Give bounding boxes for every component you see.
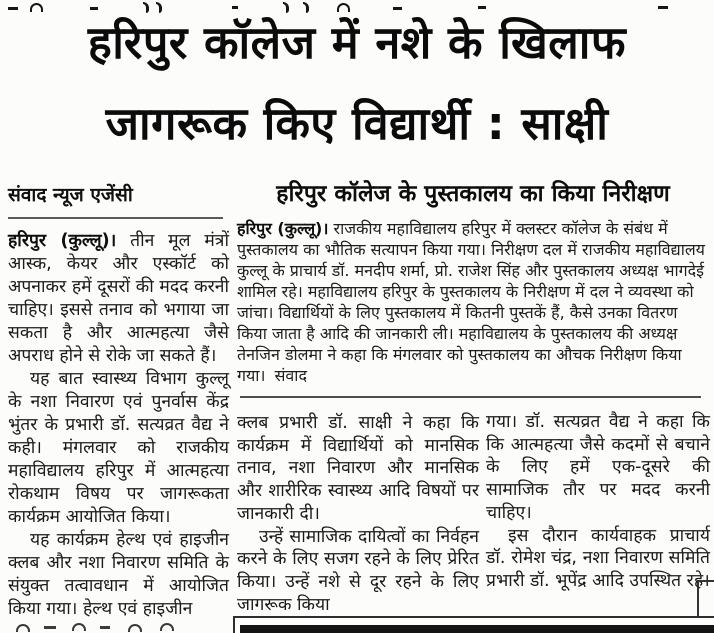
continuation-column-right	[486, 411, 710, 593]
main-headline-line1: हरिपुर कॉलेज में नशे के खिलाफ	[87, 16, 627, 69]
main-headline	[4, 2, 710, 164]
continuation-paragraph: इस दौरान कार्यवाहक प्राचार्य डॉ. रोमेश चंद्र, नशा निवारण समिति प्रभारी डॉ. भूपेंद्र आदि उपस्थित रहे।	[486, 525, 710, 591]
left-story-column	[8, 181, 229, 621]
dateline: हरिपुर (कुल्लू)।	[8, 231, 117, 251]
left-story-paragraph: यह बात स्वास्थ्य विभाग कुल्लू के नशा निवारण एवं पुनर्वास केंद्र भुंतर के प्रभारी डॉ. सत्यव्रत वैद्य ने कही। मंगलवार को राजकीय महाविद्यालय हरिपुर में आत्महत्या रोकथाम विषय पर जागरूकता कार्यक्रम आयोजित किया।	[8, 369, 229, 527]
cut-off-glyph-fragment	[128, 624, 142, 632]
continuation-column-middle	[237, 412, 479, 616]
cut-off-glyph-fragment	[16, 624, 30, 632]
continuation-paragraph: गया। डॉ. सत्यव्रत वैद्य ने कहा कि कि आत्महत्या जैसे कदमों से बचाने के लिए हमें एक-दूसरे की सामाजिक तौर पर मदद करनी चाहिए।	[486, 412, 710, 523]
left-story-text: तीन मूल मंत्रों आस्क, केयर और एस्कॉर्ट को अपनाकर हमें दूसरों की मदद करनी चाहिए। इससे तनाव को भगाया जा सकता है और आत्महत्या जैसे अपराध होने से रोके जा सकते हैं।	[8, 231, 229, 366]
agency-credit: संवाद	[274, 366, 307, 385]
left-story-paragraph	[8, 230, 229, 368]
library-story-text: राजकीय महाविद्यालय हरिपुर में क्लस्टर कॉलेज के संबंध में पुस्तकालय का भौतिक सत्यापन किया गया। निरीक्षण दल में राजकीय महाविद्यालय कुल्लू के प्राचार्य डॉ. मनदीप शर्मा, प्रो. राजेश सिंह और पुस्तकालय अध्यक्ष भागदेई शामिल रहे। महाविद्यालय हरिपुर के पुस्तकालय के निरीक्षण में दल ने व्यवस्था को जांचा। विद्यार्थियों के लिए पुस्तकालय में कितनी पुस्तकें हैं, कैसे उनका वितरण किया जाता है आदि की जानकारी ली। महाविद्यालय के पुस्तकालय की अध्यक्ष तेनजिन डोलमा ने कहा कि मंगलवार को पुस्तकालय का औचक निरीक्षण किया गया।	[237, 219, 705, 385]
dateline: हरिपुर (कुल्लू)।	[237, 219, 329, 238]
cut-off-glyph-fragment	[100, 626, 110, 629]
library-story-headline: हरिपुर कॉलेज के पुस्तकालय का किया निरीक्षण	[276, 181, 670, 207]
adjacent-box-corner	[697, 580, 714, 618]
ad-frame	[233, 616, 714, 633]
continuation-paragraph: उन्हें सामाजिक दायित्वों का निर्वहन करने के लिए सजग रहने के लिए प्रेरित किया। उन्हें नशे से दूर रहने के लिए जागरूक किया	[237, 526, 479, 615]
ad-frame-black-bar	[240, 625, 714, 633]
cut-off-glyph-fragment	[44, 626, 56, 629]
left-story-paragraph: यह कार्यक्रम हेल्थ एवं हाइजीन क्लब और नशा निवारण समिति के संयुक्त तत्वावधान में आयोजित किया गया। हेल्थ एवं हाइजीन	[8, 530, 229, 619]
cut-off-glyph-fragment	[72, 623, 86, 631]
agency-byline: संवाद न्यूज एजेंसी	[8, 184, 133, 206]
main-headline-line2: जागरूक किए विद्यार्थी : साक्षी	[105, 97, 609, 150]
continuation-paragraph: क्लब प्रभारी डॉ. साक्षी ने कहा कि कार्यक्रम में विद्यार्थियों को मानसिक तनाव, नशा निवारण और मानसिक और शारीरिक स्वास्थ्य आदि विषयों पर जानकारी दी।	[237, 413, 479, 524]
library-story-body	[237, 218, 709, 386]
byline-rule	[8, 217, 223, 219]
library-story	[237, 176, 709, 386]
section-divider-rule	[240, 396, 701, 398]
cut-off-glyph-fragment	[160, 623, 174, 631]
